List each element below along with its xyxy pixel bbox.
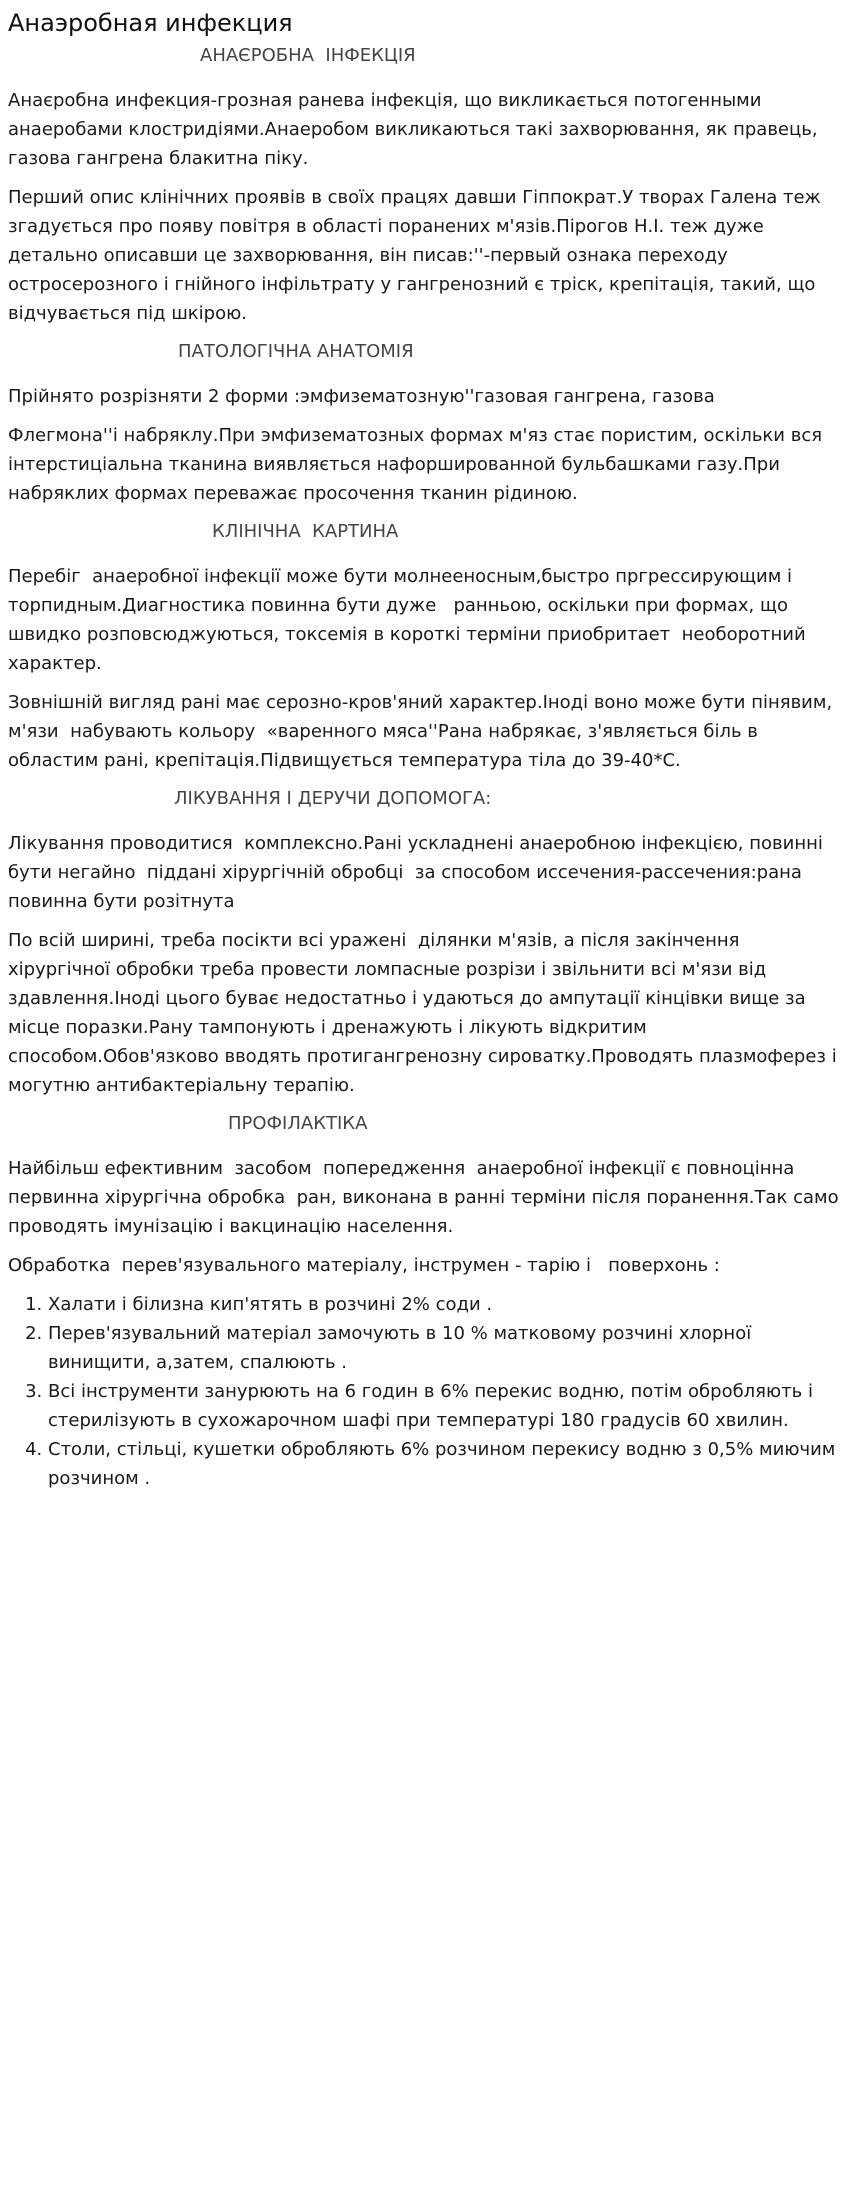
list-item: 1. Халати і білизна кип'ятять в розчині 2% соди . [48, 1290, 839, 1319]
paragraph-course: Перебіг анаеробної інфекції може бути молнееносным,быстро пргрессирующим і торпидным.Диагностика повинна бути дуже ранньою, оскільки при формах, що швидко розповсюджуються, токсемія в короткі терміни приобритает необоротний характер. [8, 566, 812, 674]
paragraph-surgery: По всій ширині, треба посікти всі уражені ділянки м'язів, а після закінчення хірургічної обробки треба провести ломпасные розрізи і звільнити всі м'язи від здавлення.Іноді цього буває недостатньо і удаються до ампутації кінцівки вище за місце поразки.Рану тампонують і дренажують і лікують відкритим способом.Обов'язково вводять протигангренозну сироватку.Проводять плазмоферез і могутню антибактеріальну терапію. [8, 930, 843, 1096]
paragraph-definition: Анаєробна инфекция-грозная ранева інфекція, що викликається потогенными анаеробами клостридіями.Анаеробом викликаються такі захворювання, як правець, газова гангрена блакитна піку. [8, 90, 824, 169]
paragraph-processing: Обработка перев'язувального матеріалу, інструмен - тарію і поверхонь : [8, 1255, 720, 1276]
paragraph-prevention: Найбільш ефективним засобом попередження анаеробної інфекції є повноцінна первинна хірургічна обробка ран, виконана в ранні терміни після поранення.Так само проводять імунізацію і вакцинацію населення. [8, 1158, 845, 1237]
heading-pathological-anatomy: ПАТОЛОГІЧНА АНАТОМІЯ [178, 341, 414, 362]
list-item: 3. Всі інструменти занурюють на 6 годин в 6% перекис водню, потім обробляють і стерилізують в сухожарочном шафі при температурі 180 градусів 60 хвилин. [48, 1377, 839, 1435]
heading-treatment: ЛІКУВАННЯ І ДЕРУЧИ ДОПОМОГА: [174, 788, 492, 809]
heading-prevention: ПРОФІЛАКТІКА [228, 1113, 368, 1134]
paragraph-phlegmon: Флегмона''і набряклу.При эмфизематозных формах м'яз стає пористим, оскільки вся інтерстиціальна тканина виявляється нафоршированной бульбашками газу.При набряклих формах переважає просочення тканин рідиною. [8, 425, 828, 504]
processing-steps-list [8, 1290, 847, 1493]
heading-anaerobic-infection: АНАЄРОБНА ІНФЕКЦІЯ [200, 45, 416, 66]
paragraph-forms: Прійнято розрізняти 2 форми :эмфизематозную''газовая гангрена, газова [8, 386, 715, 407]
list-item: 2. Перев'язувальний матеріал замочують в 10 % матковому розчині хлорної винищити, а,затем, спалюють . [48, 1319, 839, 1377]
document-title: Анаэробная инфекция [8, 9, 293, 37]
list-item: 4. Столи, стільці, кушетки обробляють 6% розчином перекису водню з 0,5% миючим розчином . [48, 1435, 839, 1493]
paragraph-treatment: Лікування проводитися комплексно.Рані ускладнені анаеробною інфекцією, повинні бути негайно піддані хірургічній обробці за способом иссечения-рассечения:рана повинна бути розітнута [8, 833, 829, 912]
paragraph-history: Перший опис клінічних проявів в своїх працях давши Гіппократ.У творах Галена теж згадується про появу повітря в області поранених м'язів.Пірогов Н.І. теж дуже детально описавши це захворювання, він писав:''-первый ознака переходу остросерозного і гнійного інфільтрату у гангренозний є тріск, крепітація, такий, що відчувається під шкірою. [8, 187, 827, 324]
paragraph-appearance: Зовнішній вигляд рані має серозно-кров'яний характер.Іноді воно може бути пінявим, м'язи набувають кольору «варенного мяса''Рана набрякає, з'являється біль в областим рані, крепітація.Підвищується температура тіла до 39-40*С. [8, 692, 838, 771]
heading-clinical-picture: КЛІНІЧНА КАРТИНА [212, 521, 399, 542]
